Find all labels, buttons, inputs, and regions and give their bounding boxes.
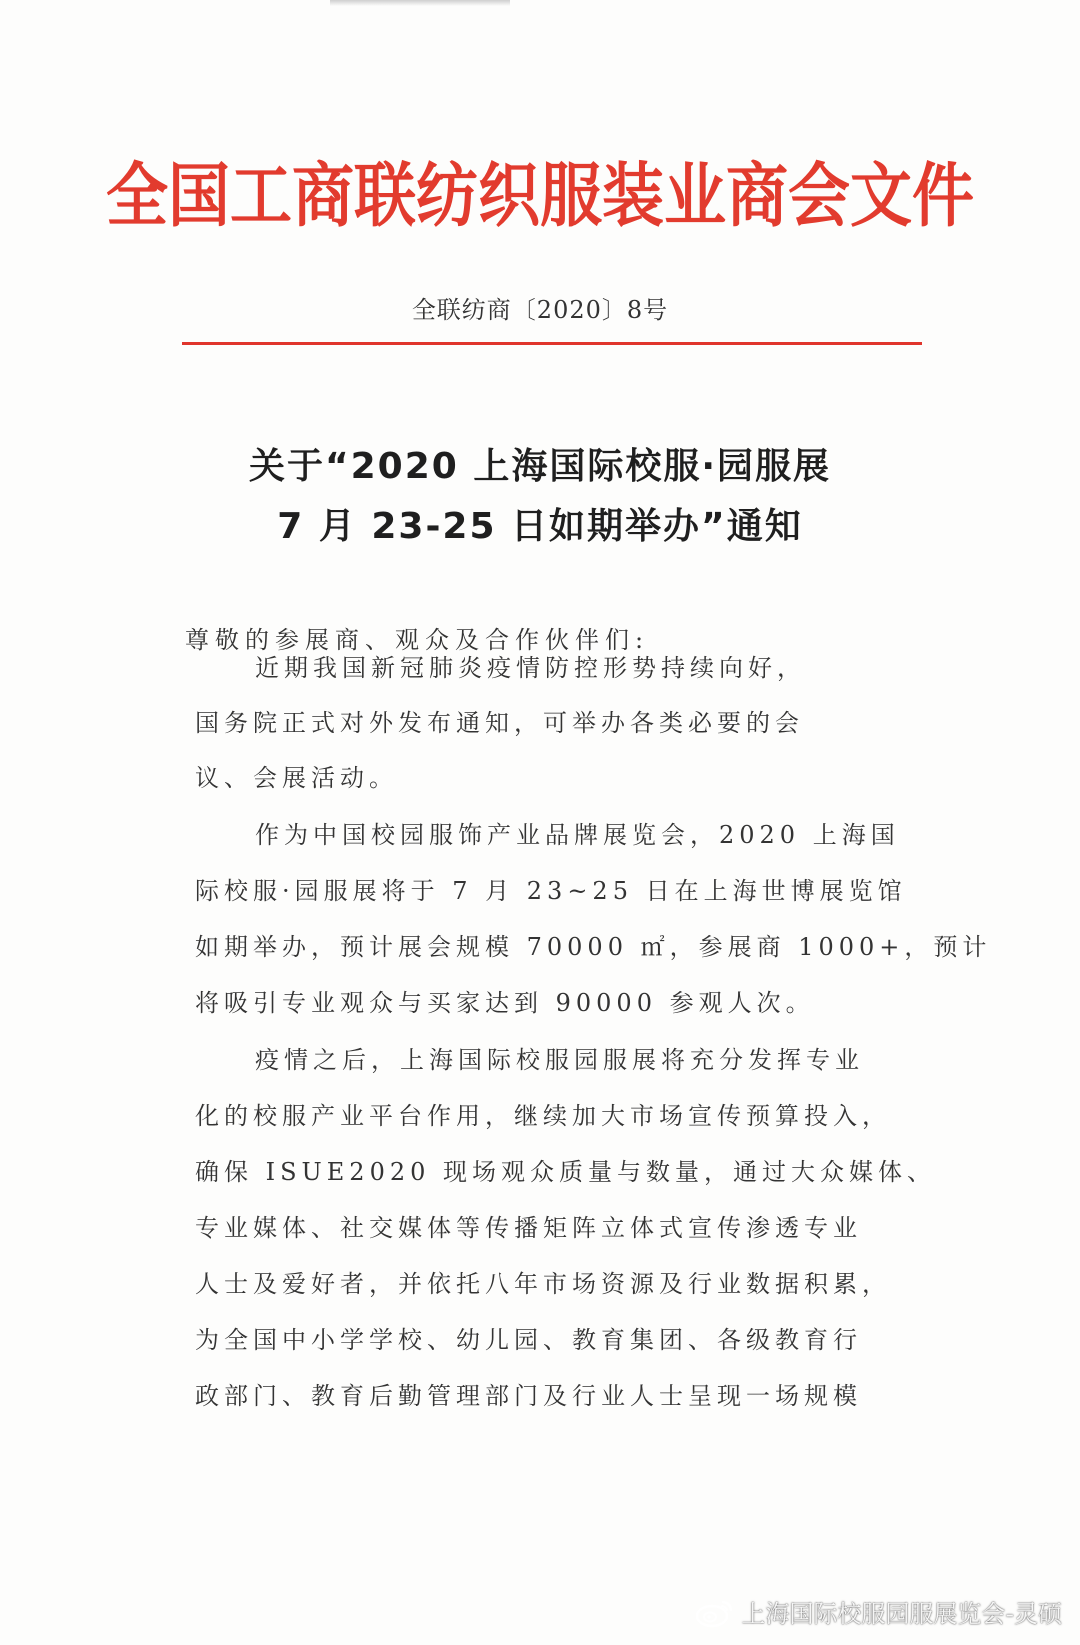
body-line: 如期举办，预计展会规模 70000 ㎡，参展商 1000+，预计	[195, 933, 992, 961]
weibo-icon	[695, 1596, 735, 1628]
body-line: 专业媒体、社交媒体等传播矩阵立体式宣传渗透专业	[195, 1214, 862, 1242]
body-line: 化的校服产业平台作用，继续加大市场宣传预算投入，	[195, 1102, 891, 1130]
notice-title-line-1: 关于“2020 上海国际校服·园服展	[248, 446, 832, 487]
watermark-text: 上海国际校服园服展览会-灵硕	[741, 1600, 1062, 1628]
body-line: 议、会展活动。	[195, 764, 398, 792]
body-line: 国务院正式对外发布通知，可举办各类必要的会	[195, 709, 804, 737]
body-line: 人士及爱好者，并依托八年市场资源及行业数据积累，	[195, 1270, 891, 1298]
scan-smudge	[330, 0, 510, 6]
body-line: 际校服·园服展将于 7 月 23~25 日在上海世博展览馆	[195, 877, 907, 905]
document-number: 全联纺商〔2020〕8号	[411, 296, 669, 324]
body-line: 确保 ISUE2020 现场观众质量与数量，通过大众媒体、	[195, 1158, 937, 1186]
header-divider	[182, 342, 922, 345]
body-line: 为全国中小学学校、幼儿园、教育集团、各级教育行	[195, 1326, 862, 1354]
body-line: 政部门、教育后勤管理部门及行业人士呈现一场规模	[195, 1382, 862, 1410]
weibo-watermark	[695, 1594, 1062, 1629]
salutation: 尊敬的参展商、观众及合作伙伴们:	[185, 626, 650, 654]
body-line: 近期我国新冠肺炎疫情防控形势持续向好，	[255, 654, 806, 682]
body-line: 疫情之后，上海国际校服园服展将充分发挥专业	[255, 1046, 864, 1074]
body-line: 作为中国校园服饰产业品牌展览会，2020 上海国	[255, 821, 900, 849]
org-header-title: 全国工商联纺织服装业商会文件	[105, 154, 974, 237]
body-line: 将吸引专业观众与买家达到 90000 参观人次。	[195, 989, 815, 1017]
notice-title-line-2: 7 月 23-25 日如期举办”通知	[277, 506, 803, 547]
